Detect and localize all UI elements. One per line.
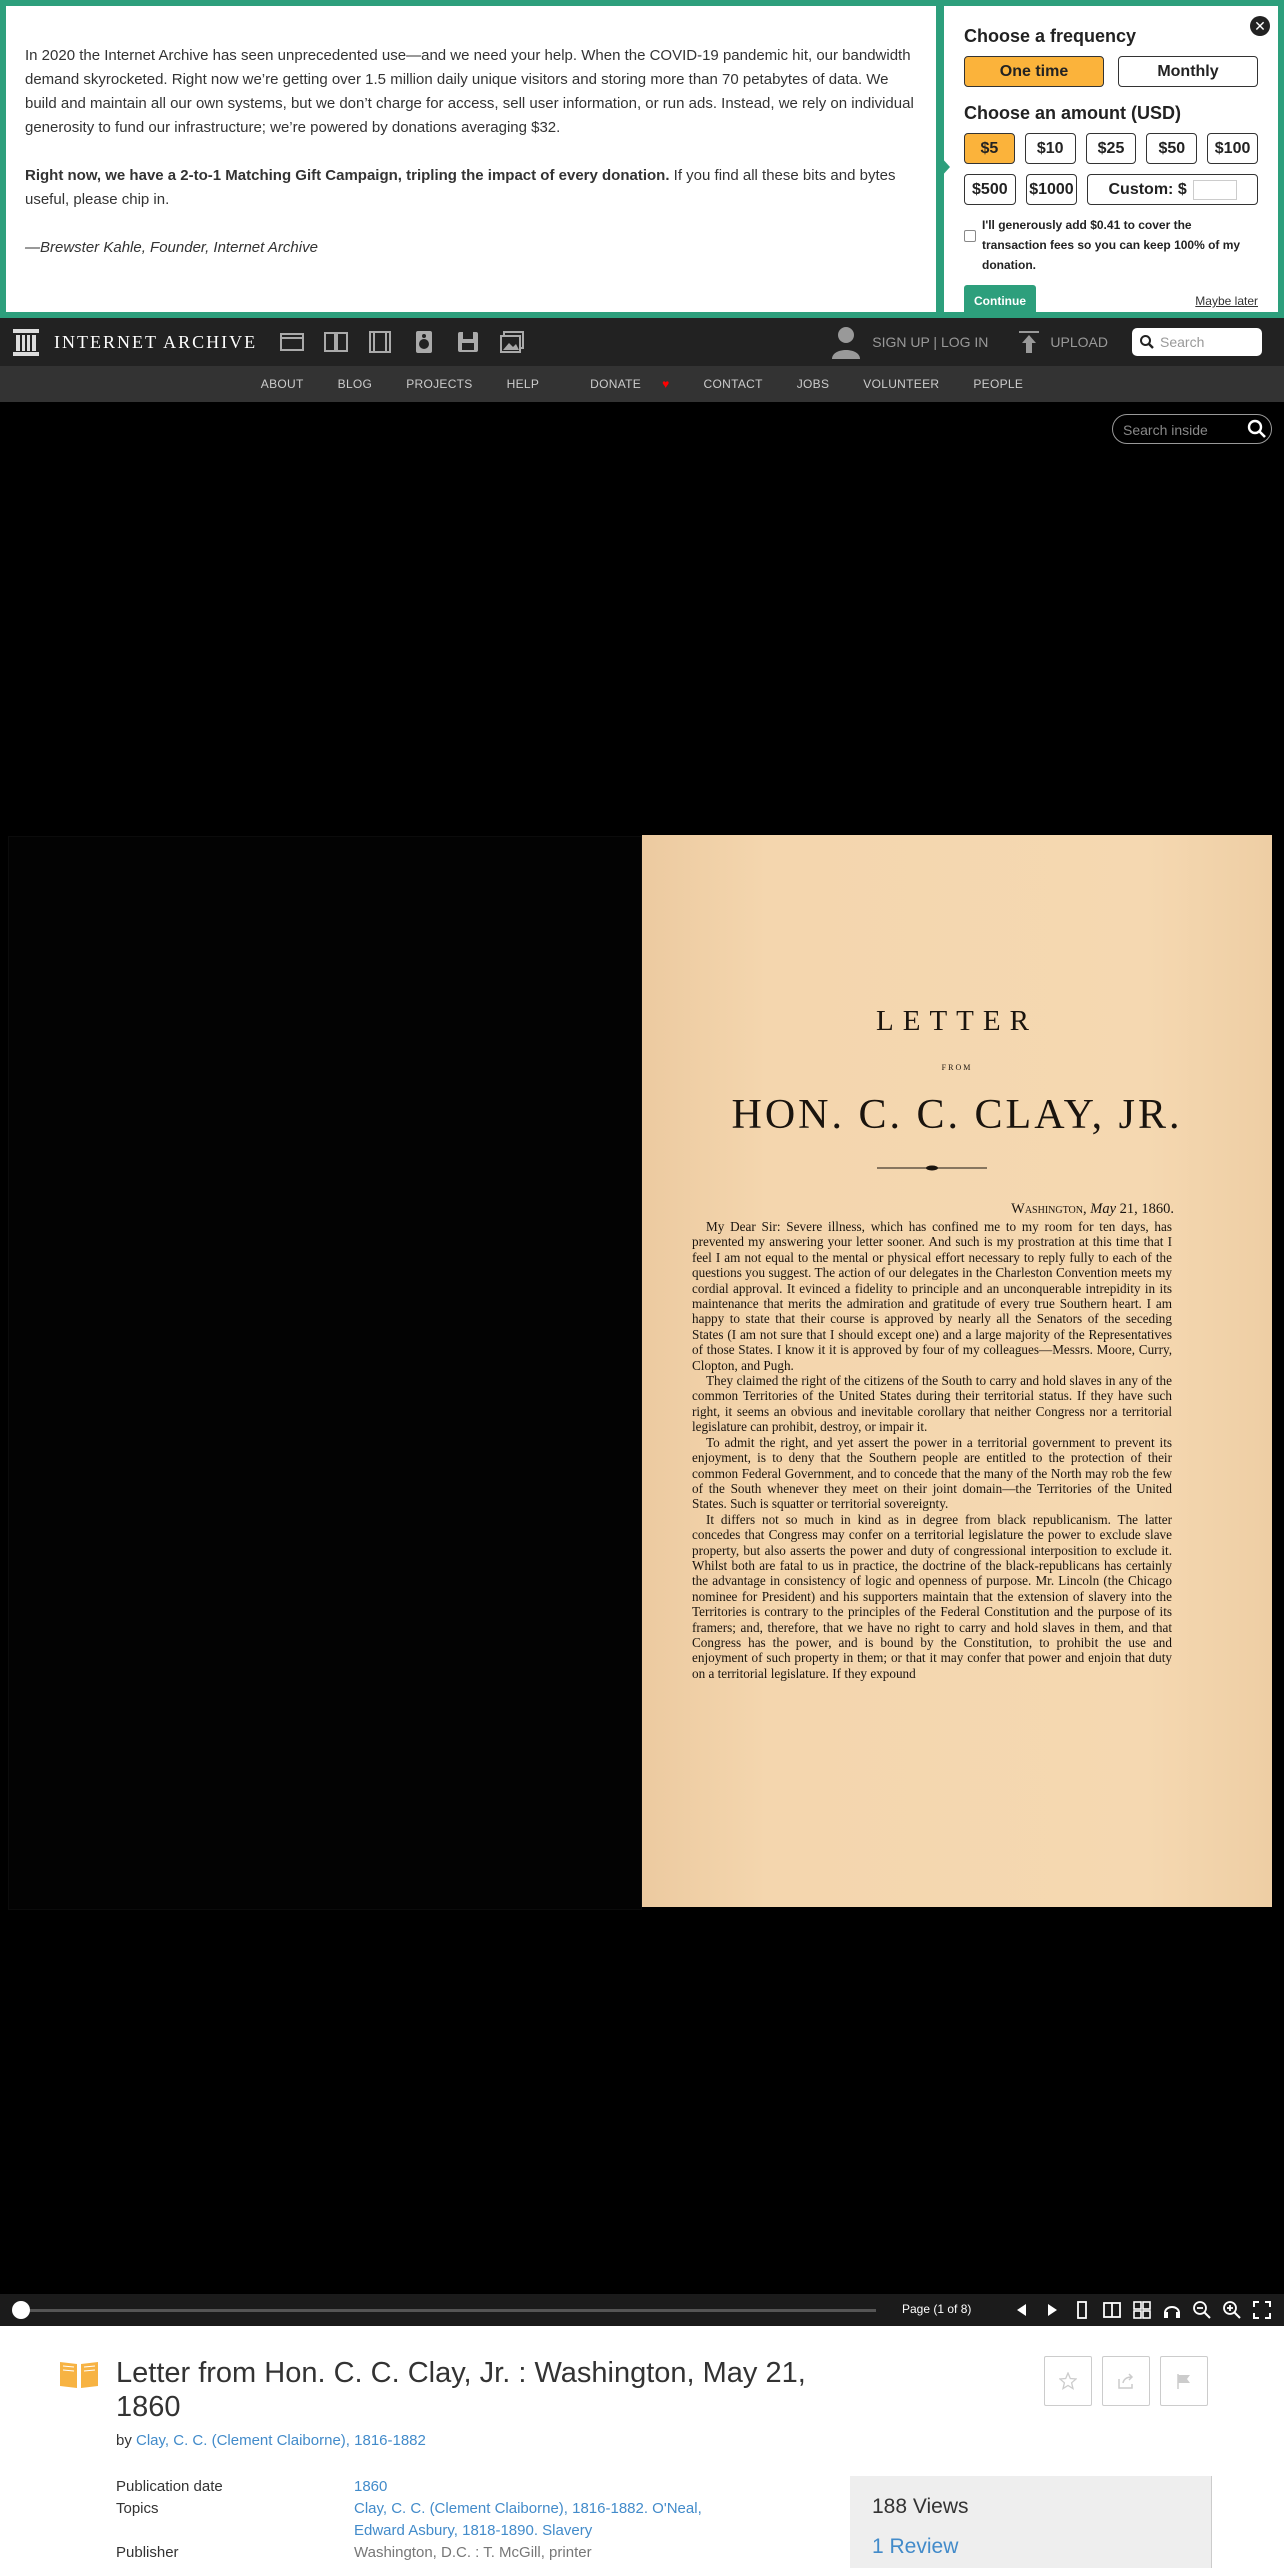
matching-campaign-text: Right now, we have a 2-to-1 Matching Gift Campaign, tripling the impact of every donation. — [25, 167, 670, 184]
nav-right — [830, 325, 1284, 359]
reader-toolbar — [0, 2294, 1284, 2326]
form-actions — [964, 285, 1258, 317]
metadata-label: Publisher — [116, 2544, 179, 2561]
next-page-icon[interactable] — [1042, 2300, 1062, 2320]
page-from-label: FROM — [941, 1063, 973, 1072]
signup-login-link[interactable]: SIGN UP | LOG IN — [872, 334, 989, 350]
open-book-icon — [58, 2360, 100, 2390]
page-letter-title: LETTER — [876, 1005, 1038, 1037]
metadata-value — [354, 2498, 734, 2542]
search-inside-placeholder: Search inside — [1123, 422, 1208, 438]
book-reader — [0, 402, 1284, 2294]
page-body-text — [692, 1219, 1172, 1681]
page-paragraph: My Dear Sir: Severe illness, which has confined me to my room for ten days, has prevented my answering your letter sooner. And such is my prostration at this time that I feel I am not equal to the mental or physical effort necessary to reply fully to each of the questions you suggest. The action of our delegates in the Charleston Convention meets my cordial approval. It evinced a fidelity to principle and an unconquerable intrepidity in its maintenance that merits the admiration and gratitude of every true Southern heart. I am happy to state that their course is approved by nearly all the Senators of the seceding States (I am not sure that I should except one) and a large majority of the Representatives of those States. I know it it is approved by four of my colleagues—Messrs. Moore, Curry, Clopton, and Pugh. — [692, 1219, 1172, 1373]
page-author-name: HON. C. C. CLAY, JR. — [731, 1092, 1183, 1138]
custom-amount-button[interactable] — [1087, 174, 1258, 205]
page-paragraph: They claimed the right of the citizens of the South to carry and hold slaves in any of the common Territories of the United States during their territorial status. If they have such right, it seems an obvious and inevitable corollary that neither Congress nor a territorial legislature can prohibit, destroy, or impair it. — [692, 1373, 1172, 1435]
share-icon — [1117, 2372, 1135, 2390]
nav-donate-label: DONATE — [590, 377, 642, 391]
images-icon[interactable] — [499, 330, 525, 354]
left-page-blank — [8, 836, 642, 1910]
appeal-signature: —Brewster Kahle, Founder, Internet Archive — [25, 239, 318, 256]
reviews-link[interactable]: 1 Review — [872, 2535, 959, 2558]
amount-row-2 — [964, 174, 1258, 205]
web-icon[interactable] — [279, 330, 305, 354]
amount-500-button[interactable]: $500 — [964, 174, 1016, 205]
search-icon — [1140, 335, 1154, 349]
archive-building-icon — [12, 327, 40, 357]
favorite-button[interactable] — [1044, 2356, 1092, 2406]
search-icon[interactable] — [1245, 417, 1269, 441]
metadata-table — [116, 2476, 734, 2564]
previous-page-icon[interactable] — [1012, 2300, 1032, 2320]
frequency-one-time-button[interactable]: One time — [964, 56, 1104, 87]
zoom-out-icon[interactable] — [1192, 2300, 1212, 2320]
metadata-row — [116, 2476, 734, 2498]
item-title: Letter from Hon. C. C. Clay, Jr. : Washington, May 21, 1860 — [116, 2357, 806, 2423]
logo-text: INTERNET ARCHIVE — [54, 331, 258, 352]
video-icon[interactable] — [367, 330, 393, 354]
fee-cover-checkbox[interactable] — [964, 230, 976, 242]
fee-cover-text: I'll generously add $0.41 to cover the transaction fees so you can keep 100% of my donation. — [982, 218, 1241, 272]
amount-5-button[interactable]: $5 — [964, 133, 1015, 164]
custom-amount-input[interactable] — [1193, 180, 1237, 200]
metadata-value — [354, 2476, 734, 2498]
zoom-in-icon[interactable] — [1222, 2300, 1242, 2320]
appeal-paragraph-matching — [25, 164, 916, 212]
frequency-heading: Choose a frequency — [964, 26, 1137, 46]
custom-amount-label: Custom: $ — [1108, 181, 1187, 198]
metadata-row — [116, 2542, 734, 2564]
frequency-options — [964, 56, 1258, 87]
page-dateline — [1011, 1201, 1174, 1218]
nav-blog[interactable]: BLOG — [337, 377, 373, 391]
page-paragraph: It differs not so much in kind as in degree from black republicanism. The latter concedes that Congress may confer on a territorial legislature the power to exclude slave property, but also asserts the power and duty of congressional interposition to exclude it. Whilst both are fatal to us in practice, the doctrine of the black-republicans has certainly the advantage in consistency of logic and openness of purpose. Mr. Lincoln (the Chicago nominee for President) and his supporters maintain that the extension of slavery into the Territories is contrary to the principles of the Federal Constitution and the purpose of its framers; and, therefore, that we have no right to carry and hold slaves in them, and that Congress has the power, and is bound by the Constitution, to prohibit the use and enjoyment of such property in them; or that it may confer that power and enjoin that duty on a territorial legislature. If they expound — [692, 1511, 1172, 1681]
upload-icon[interactable] — [1018, 329, 1040, 355]
item-byline — [116, 2432, 426, 2449]
right-page-scan[interactable] — [642, 835, 1272, 1907]
two-page-view-icon[interactable] — [1102, 2300, 1122, 2320]
fee-cover-option — [964, 215, 1258, 275]
dateline-rest: 21, 1860. — [1119, 1201, 1174, 1217]
byline-prefix: by — [116, 2432, 132, 2449]
dateline-month: May — [1090, 1201, 1116, 1217]
publication-date-link[interactable]: 1860 — [354, 2478, 388, 2495]
close-banner-button[interactable] — [1250, 16, 1270, 36]
site-search-placeholder: Search — [1160, 334, 1205, 350]
nav-contact[interactable]: CONTACT — [703, 377, 763, 391]
close-icon: ✕ — [1254, 18, 1266, 34]
frequency-monthly-button[interactable]: Monthly — [1118, 56, 1258, 87]
donation-appeal — [6, 6, 936, 312]
page-indicator: Page (1 of 8) — [902, 2302, 972, 2316]
flag-icon — [1175, 2372, 1193, 2390]
nav-volunteer[interactable]: VOLUNTEER — [863, 377, 940, 391]
site-search-input[interactable] — [1132, 328, 1262, 356]
donation-banner — [0, 0, 1284, 318]
fullscreen-icon[interactable] — [1252, 2300, 1272, 2320]
nav-help[interactable]: HELP — [506, 377, 540, 391]
media-type-icons — [279, 330, 525, 354]
star-icon — [1059, 2372, 1077, 2390]
amount-10-button[interactable]: $10 — [1025, 133, 1076, 164]
topics-links[interactable]: Clay, C. C. (Clement Claiborne), 1816-1882. O'Neal, Edward Asbury, 1818-1890. Slavery — [354, 2500, 702, 2539]
page-slider-track[interactable] — [20, 2309, 876, 2312]
user-icon[interactable] — [830, 325, 862, 359]
search-inside-input[interactable] — [1112, 414, 1272, 444]
internet-archive-logo[interactable] — [12, 327, 257, 357]
upload-link[interactable]: UPLOAD — [1050, 334, 1108, 350]
reader-controls — [1012, 2300, 1272, 2320]
dateline-place: Washington, — [1011, 1201, 1087, 1217]
one-page-view-icon[interactable] — [1072, 2300, 1092, 2320]
top-navigation — [0, 318, 1284, 366]
continue-button[interactable]: Continue — [964, 285, 1036, 317]
nav-projects[interactable]: PROJECTS — [406, 377, 473, 391]
nav-jobs[interactable]: JOBS — [796, 377, 830, 391]
amount-50-button[interactable]: $50 — [1146, 133, 1197, 164]
nav-about[interactable]: ABOUT — [260, 377, 304, 391]
heart-icon: ♥ — [662, 377, 670, 391]
metadata-label: Publication date — [116, 2478, 223, 2495]
metadata-row — [116, 2498, 734, 2542]
amount-1000-button[interactable]: $1000 — [1026, 174, 1078, 205]
item-metadata — [0, 2326, 1284, 2568]
read-aloud-icon[interactable] — [1162, 2300, 1182, 2320]
views-count: 188 Views — [872, 2495, 969, 2518]
author-link[interactable]: Clay, C. C. (Clement Claiborne), 1816-1882 — [136, 2432, 426, 2449]
appeal-paragraph: In 2020 the Internet Archive has seen unprecedented use—and we need your help. When the COVID-19 pandemic hit, our bandwidth demand skyrocketed. Right now we’re getting over 1.5 million daily unique visitors and storing more than 70 petabytes of data. We build and maintain all our own systems, but we don’t charge for access, sell user information, or run ads. Instead, we rely on individual generosity to fund our infrastructure; we’re powered by donations averaging $32. — [25, 47, 914, 136]
amount-heading: Choose an amount (USD) — [964, 103, 1182, 123]
nav-people[interactable]: PEOPLE — [973, 377, 1024, 391]
audio-icon[interactable] — [411, 330, 437, 354]
item-actions — [1044, 2356, 1208, 2406]
flag-button[interactable] — [1160, 2356, 1208, 2406]
page-slider-handle[interactable] — [12, 2301, 30, 2319]
donation-form — [944, 6, 1278, 312]
page-paragraph: To admit the right, and yet assert the power in a territorial government to prevent its enjoyment, is to deny that the Southern people are entitled to the protection of their common Federal Government, and to concede that the many of the North may rob the few of the South whenever they meet on their joint domain—the Territories of the United States. Such is squatter or territorial sovereignty. — [692, 1434, 1172, 1512]
metadata-value: Washington, D.C. : T. McGill, printer — [354, 2544, 592, 2561]
amount-25-button[interactable]: $25 — [1086, 133, 1137, 164]
maybe-later-link[interactable]: Maybe later — [1195, 294, 1258, 308]
metadata-label: Topics — [116, 2500, 159, 2517]
item-stats — [850, 2476, 1212, 2568]
nav-donate[interactable] — [573, 377, 669, 391]
texts-icon[interactable] — [323, 330, 349, 354]
ornamental-rule — [877, 1165, 987, 1171]
software-icon[interactable] — [455, 330, 481, 354]
amount-100-button[interactable]: $100 — [1207, 133, 1258, 164]
share-button[interactable] — [1102, 2356, 1150, 2406]
chip-in-text: If you find all these bits and bytes useful, please chip in. — [25, 167, 896, 208]
thumbnail-view-icon[interactable] — [1132, 2300, 1152, 2320]
secondary-navigation — [0, 366, 1284, 402]
form-pointer — [940, 156, 950, 178]
amount-row-1 — [964, 133, 1258, 164]
